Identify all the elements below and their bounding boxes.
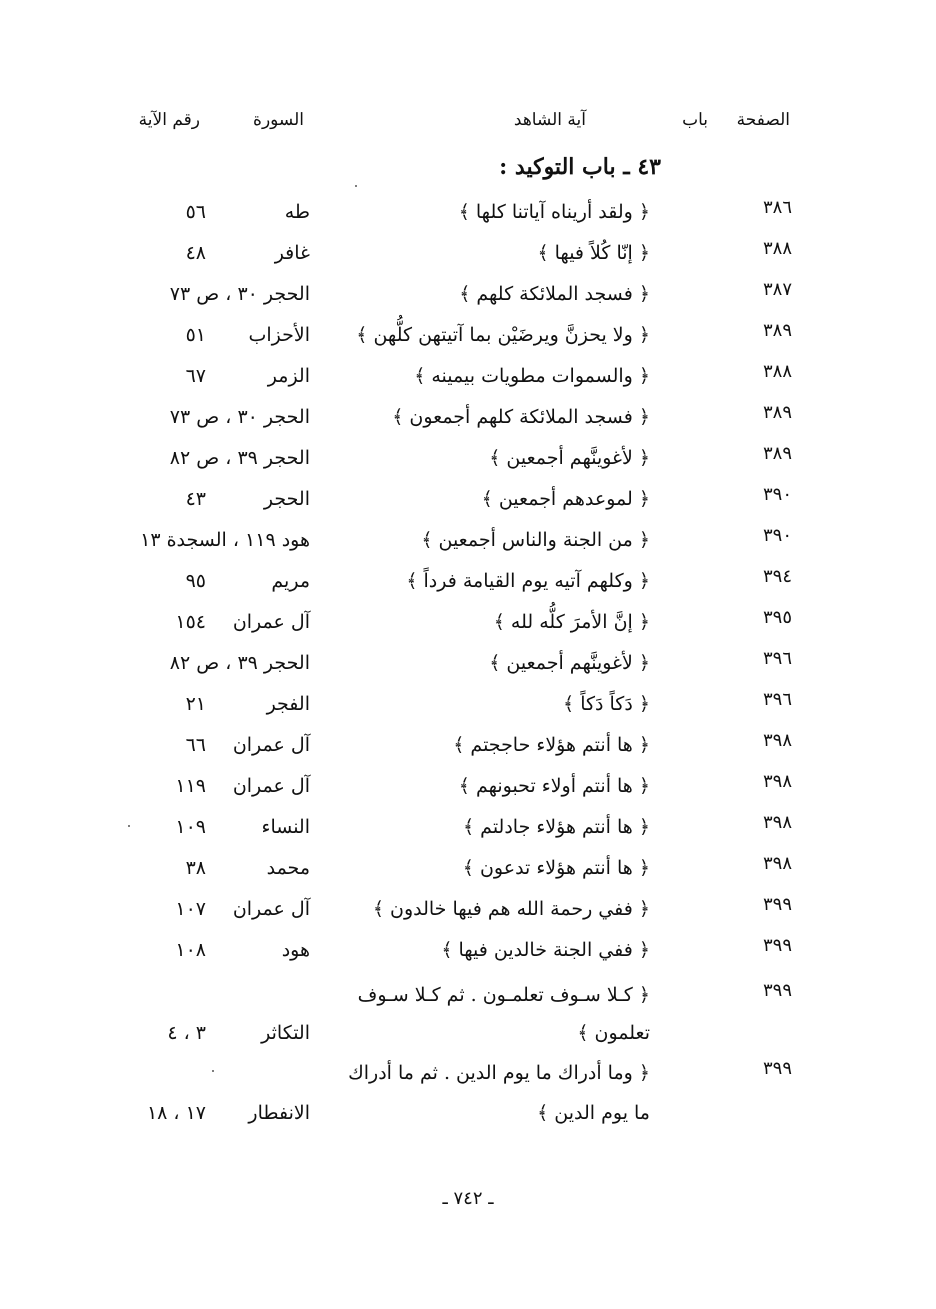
table-row [0, 527, 936, 567]
row-surah-reference: الحجر ٣٠ ، ص ٧٣ [169, 406, 310, 428]
row-ayah-continuation: ما يوم الدين ﴾ [537, 1102, 650, 1124]
row-ayah-text: ﴿ لموعدهم أجمعين ﴾ [481, 488, 650, 510]
row-page-number: ٣٩٦ [762, 648, 792, 669]
scan-speck [128, 825, 130, 827]
row-page-number: ٣٩٨ [762, 853, 792, 874]
row-page-number: ٣٨٨ [762, 238, 792, 259]
row-page-number: ٣٩٠ [762, 484, 792, 505]
row-surah: هود [281, 939, 310, 961]
row-page-number: ٣٩٥ [762, 607, 792, 628]
page-number: ـ ٧٤٢ ـ [442, 1188, 494, 1209]
row-verse-number: ١٠٧ [175, 898, 206, 920]
row-ayah-text: ﴿ وما أدراك ما يوم الدين . ثم ما أدراك [348, 1062, 650, 1084]
row-page-number: ٣٨٦ [762, 197, 792, 218]
row-ayah-text: ﴿ كـلا سـوف تعلمـون . ثم كـلا سـوف [357, 984, 650, 1006]
row-ayah-text: ﴿ لأغوينَّهم أجمعين ﴾ [489, 447, 650, 469]
row-surah: آل عمران [232, 734, 310, 756]
row-ayah-text: ﴿ ها أنتم هؤلاء حاججتم ﴾ [453, 734, 650, 756]
table-row [0, 281, 936, 321]
row-verse-number: ٤٨ [185, 242, 206, 264]
row-surah-reference: الحجر ٣٩ ، ص ٨٢ [169, 652, 310, 674]
row-page-number: ٣٩٦ [762, 689, 792, 710]
row-page-number: ٣٩٤ [762, 566, 792, 587]
scan-speck [212, 1070, 214, 1072]
row-ayah-text: ﴿ فسجد الملائكة كلهم أجمعون ﴾ [392, 406, 650, 428]
header-surah-column: السورة [253, 110, 304, 130]
row-surah-reference: الحجر ٣٠ ، ص ٧٣ [169, 283, 310, 305]
row-ayah-text: ﴿ ها أنتم هؤلاء تدعون ﴾ [462, 857, 650, 879]
row-page-number: ٣٩٨ [762, 730, 792, 751]
table-row [0, 982, 936, 1062]
section-title: ٤٣ ـ باب التوكيد : [499, 154, 661, 180]
table-row [0, 240, 936, 280]
row-surah: الانفطار [248, 1102, 310, 1124]
row-verse-number: ١١٩ [175, 775, 206, 797]
row-ayah-text: ﴿ إنّا كُلاً فيها ﴾ [537, 242, 650, 264]
row-surah: النساء [261, 816, 310, 838]
table-row [0, 486, 936, 526]
row-page-number: ٣٨٨ [762, 361, 792, 382]
table-row [0, 937, 936, 977]
row-ayah-continuation: تعلمون ﴾ [577, 1022, 650, 1044]
row-verse-number: ٢١ [185, 693, 206, 715]
row-surah-reference: هود ١١٩ ، السجدة ١٣ [140, 529, 310, 551]
table-row [0, 363, 936, 403]
table-row [0, 404, 936, 444]
row-ayah-text: ﴿ فسجد الملائكة كلهم ﴾ [459, 283, 650, 305]
row-page-number: ٣٩٠ [762, 525, 792, 546]
row-surah: طه [284, 201, 310, 223]
row-page-number: ٣٨٧ [762, 279, 792, 300]
row-verse-number: ٣٨ [185, 857, 206, 879]
row-surah: آل عمران [232, 611, 310, 633]
table-row [0, 691, 936, 731]
row-ayah-text: ﴿ ففي رحمة الله هم فيها خالدون ﴾ [372, 898, 650, 920]
row-surah: آل عمران [232, 775, 310, 797]
table-row [0, 609, 936, 649]
header-page-column: الصفحة [736, 110, 790, 130]
row-verse-number: ٥٦ [185, 201, 206, 223]
table-row [0, 568, 936, 608]
row-ayah-text: ﴿ من الجنة والناس أجمعين ﴾ [421, 529, 650, 551]
row-surah: الحجر [263, 488, 310, 510]
table-row [0, 896, 936, 936]
row-surah: الفجر [266, 693, 310, 715]
row-verse-number: ١٠٩ [175, 816, 206, 838]
table-row [0, 773, 936, 813]
row-verse-number: ٤٣ [185, 488, 206, 510]
row-verse-number: ٥١ [185, 324, 206, 346]
table-row [0, 445, 936, 485]
row-ayah-text: ﴿ وكلهم آتيه يوم القيامة فرداً ﴾ [406, 570, 650, 592]
row-page-number: ٣٩٩ [762, 894, 792, 915]
row-page-number: ٣٨٩ [762, 443, 792, 464]
row-surah: مريم [271, 570, 310, 592]
row-surah: آل عمران [232, 898, 310, 920]
header-verse-number-column: رقم الآية [138, 110, 200, 130]
row-verse-number: ١٧ ، ١٨ [146, 1102, 206, 1124]
table-row [0, 650, 936, 690]
row-ayah-text: ﴿ والسموات مطويات بيمينه ﴾ [414, 365, 650, 387]
row-surah-reference: الحجر ٣٩ ، ص ٨٢ [169, 447, 310, 469]
row-surah: التكاثر [261, 1022, 310, 1044]
row-verse-number: ٦٧ [185, 365, 206, 387]
row-page-number: ٣٩٨ [762, 812, 792, 833]
row-ayah-text: ﴿ لأغوينَّهم أجمعين ﴾ [489, 652, 650, 674]
header-ayah-column: آية الشاهد [513, 110, 586, 130]
row-surah: محمد [266, 857, 310, 879]
row-verse-number: ٩٥ [185, 570, 206, 592]
row-surah: الزمر [267, 365, 310, 387]
row-ayah-text: ﴿ ولا يحزنَّ ويرضَيْن بما آتيتهن كلُّهن ﴾ [356, 324, 650, 346]
row-ayah-text: ﴿ إنَّ الأمرَ كلُّه لله ﴾ [493, 611, 650, 633]
table-row [0, 199, 936, 239]
row-ayah-text: ﴿ ها أنتم أولاء تحبونهم ﴾ [458, 775, 650, 797]
header-bab-column: باب [682, 110, 708, 130]
row-ayah-text: ﴿ ففي الجنة خالدين فيها ﴾ [441, 939, 650, 961]
row-page-number: ٣٩٨ [762, 771, 792, 792]
row-ayah-text: ﴿ دَكاً دَكاً ﴾ [563, 693, 650, 715]
table-row [0, 814, 936, 854]
row-page-number: ٣٩٩ [762, 1058, 792, 1079]
table-row [0, 322, 936, 362]
row-verse-number: ٣ ، ٤ [167, 1022, 206, 1044]
row-ayah-text: ﴿ ها أنتم هؤلاء جادلتم ﴾ [463, 816, 650, 838]
row-page-number: ٣٨٩ [762, 402, 792, 423]
table-row [0, 855, 936, 895]
row-verse-number: ١٥٤ [175, 611, 206, 633]
row-ayah-text: ﴿ ولقد أريناه آياتنا كلها ﴾ [458, 201, 650, 223]
row-page-number: ٣٩٩ [762, 935, 792, 956]
row-surah: غافر [274, 242, 310, 264]
row-verse-number: ١٠٨ [175, 939, 206, 961]
scan-speck [355, 185, 357, 187]
row-page-number: ٣٩٩ [762, 980, 792, 1001]
row-page-number: ٣٨٩ [762, 320, 792, 341]
table-row [0, 1060, 936, 1140]
row-verse-number: ٦٦ [185, 734, 206, 756]
row-surah: الأحزاب [248, 324, 310, 346]
table-row [0, 732, 936, 772]
